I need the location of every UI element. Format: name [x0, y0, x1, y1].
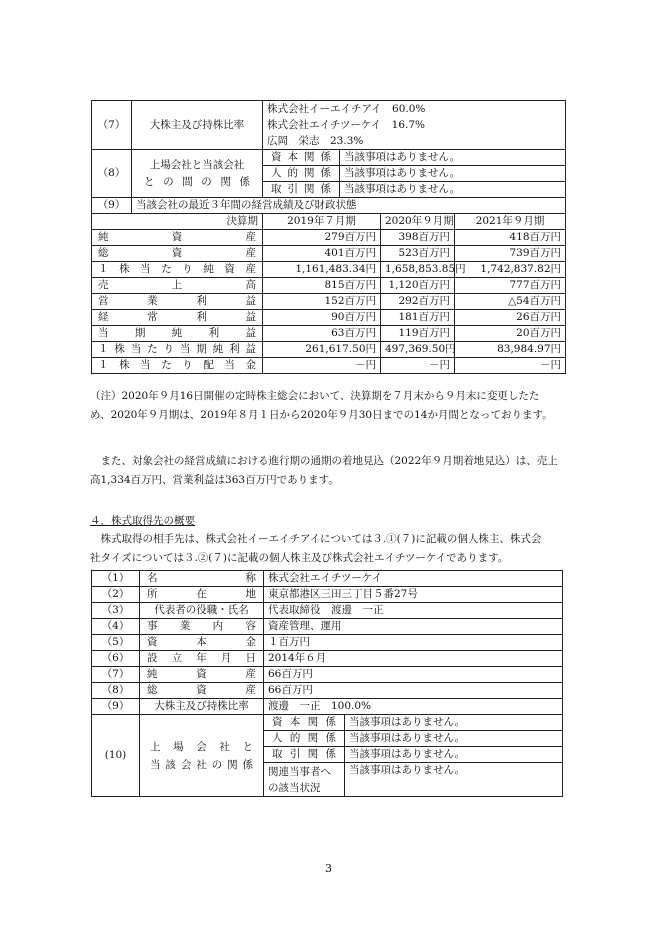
major-shareholders-cell	[263, 101, 566, 150]
table-row	[92, 651, 563, 667]
row-number: （7）	[92, 101, 132, 150]
counterparty-profile-table	[91, 570, 563, 797]
row-label: 事業内容	[140, 619, 264, 635]
relation-value: 当該事項はありません。	[345, 747, 563, 763]
note-line: （注）2020年９月16日開催の定時株主総会において、決算期を７月末から９月末に変更したた	[90, 390, 540, 402]
row-number: （6）	[92, 651, 140, 667]
row-value: 66百万円	[264, 683, 563, 699]
relation-key: 資本関係	[263, 150, 340, 166]
relation-key: 人的関係	[263, 166, 340, 182]
table-row	[92, 246, 566, 262]
relation-value: 当該事項はありません。	[345, 731, 563, 747]
relation-key: 資本関係	[264, 715, 345, 731]
relation-key: 取引関係	[263, 182, 340, 198]
row-number: （1）	[92, 571, 140, 587]
row-value: 代表取締役 渡邊 一正	[264, 603, 563, 619]
header-cell: 2021年９月期	[455, 214, 566, 230]
row-number: （7）	[92, 667, 140, 683]
label-line: 上場会社と	[150, 740, 253, 753]
metric-label: １株当たり当期純利益	[92, 342, 263, 358]
row-value: 株式会社エイチツーケイ	[264, 571, 563, 587]
value-cell: 398百万円	[381, 230, 455, 246]
value-cell: 63百万円	[263, 326, 381, 342]
section-label: 当該会社の最近３年間の経営成績及び財政状態	[132, 198, 566, 214]
header-cell: 決算期	[92, 214, 263, 230]
note-line: め、2020年９月期は、2019年８月１日から2020年９月30日までの14か月間となっております。	[90, 409, 553, 421]
note-paragraph	[90, 387, 580, 425]
value-cell: 418百万円	[455, 230, 566, 246]
value-cell: 401百万円	[263, 246, 381, 262]
note-line: また、対象会社の経営成績における進行期の通期の着地見込（2022年９月期着地見込）は、売上	[90, 455, 558, 467]
row-value: 資産管理、運用	[264, 619, 563, 635]
metric-label: 総資産	[92, 246, 263, 262]
section-heading	[90, 512, 580, 531]
row-label: 大株主及び持株比率	[140, 699, 264, 715]
relation-value: 当該事項はありません。	[345, 715, 563, 731]
row-label: 設立年月日	[140, 651, 264, 667]
table-row	[92, 326, 566, 342]
table-row	[92, 571, 563, 587]
page-number: 3	[325, 862, 332, 875]
value-cell: 261,617.50円	[263, 342, 381, 358]
table-row	[92, 683, 563, 699]
table-row	[92, 294, 566, 310]
table-row	[92, 667, 563, 683]
table-row	[92, 342, 566, 358]
metric-label: １株当たり純資産	[92, 262, 263, 278]
value-cell: 152百万円	[263, 294, 381, 310]
metric-label: 売上高	[92, 278, 263, 294]
relation-key: 取引関係	[264, 747, 345, 763]
row-number: （8）	[92, 150, 132, 198]
row-label	[132, 150, 263, 198]
metric-label: 営業利益	[92, 294, 263, 310]
value-cell: 20百万円	[455, 326, 566, 342]
value-cell: 1,161,483.34円	[263, 262, 381, 278]
row-number: （3）	[92, 603, 140, 619]
table-row	[92, 150, 566, 166]
table-row	[92, 278, 566, 294]
value-cell: －円	[263, 358, 381, 374]
value-cell: 739百万円	[455, 246, 566, 262]
shareholder-line: 株式会社エイチツーケイ 16.7%	[267, 119, 425, 131]
value-cell: 181百万円	[381, 310, 455, 326]
table-row	[92, 715, 563, 731]
table-row	[92, 198, 566, 214]
table-row	[92, 358, 566, 374]
value-cell: 83,984.97円	[455, 342, 566, 358]
table-row	[92, 619, 563, 635]
value-cell: －円	[455, 358, 566, 374]
relation-key: 関連当事者への該当状況	[264, 763, 345, 797]
shareholder-line: 広岡 栄志 23.3%	[267, 135, 364, 147]
note-line: 高1,334百万円、営業利益は363百万円であります。	[90, 474, 339, 486]
table-header-row	[92, 214, 566, 230]
row-number: （9）	[92, 198, 132, 214]
relation-value: 当該事項はありません。	[340, 182, 566, 198]
row-label	[140, 715, 264, 797]
value-cell: 777百万円	[455, 278, 566, 294]
relation-key: 人的関係	[264, 731, 345, 747]
table-row	[92, 262, 566, 278]
value-cell: △54百万円	[455, 294, 566, 310]
row-number: (10)	[92, 715, 140, 797]
value-cell: 26百万円	[455, 310, 566, 326]
value-cell: 90百万円	[263, 310, 381, 326]
metric-label: １株当たり配当金	[92, 358, 263, 374]
label-line: 当該会社の関係	[150, 758, 253, 771]
row-number: （2）	[92, 587, 140, 603]
company-financials-table	[91, 100, 566, 374]
intro-line: 株式取得の相手先は、株式会社イーエイチアイについては３.①(７)に記載の個人株主、株式会	[90, 533, 542, 545]
row-value: 66百万円	[264, 667, 563, 683]
table-row	[92, 101, 566, 150]
section-title: ４．株式取得先の概要	[90, 515, 195, 527]
table-row	[92, 603, 563, 619]
metric-label: 当期純利益	[92, 326, 263, 342]
table-row	[92, 587, 563, 603]
row-value: 2014年６月	[264, 651, 563, 667]
row-number: （5）	[92, 635, 140, 651]
value-cell: 279百万円	[263, 230, 381, 246]
table-row	[92, 310, 566, 326]
row-number: （8）	[92, 683, 140, 699]
intro-line: 社タイズについては３.②(７)に記載の個人株主及び株式会社エイチツーケイであります。	[90, 552, 509, 564]
value-cell: 523百万円	[381, 246, 455, 262]
row-label: 大株主及び持株比率	[132, 101, 263, 150]
section-intro	[90, 530, 580, 568]
value-cell: 292百万円	[381, 294, 455, 310]
shareholder-line: 株式会社イーエイチアイ 60.0%	[267, 103, 426, 115]
row-value: 東京都港区三田三丁目５番27号	[264, 587, 563, 603]
table-row	[92, 230, 566, 246]
metric-label: 経常利益	[92, 310, 263, 326]
relation-value: 当該事項はありません。	[340, 150, 566, 166]
value-cell: 815百万円	[263, 278, 381, 294]
value-cell: 119百万円	[381, 326, 455, 342]
value-cell: 1,658,853.85円	[381, 262, 455, 278]
header-cell: 2019年７月期	[263, 214, 381, 230]
row-label: 所在地	[140, 587, 264, 603]
row-number: （9）	[92, 699, 140, 715]
metric-label: 純資産	[92, 230, 263, 246]
table-row	[92, 635, 563, 651]
row-label: 代表者の役職・氏名	[140, 603, 264, 619]
forecast-paragraph	[90, 452, 580, 490]
value-cell: 497,369.50円	[381, 342, 455, 358]
row-number: （4）	[92, 619, 140, 635]
value-cell: 1,742,837.82円	[455, 262, 566, 278]
label-line: 上場会社と当該会社	[149, 158, 245, 171]
row-label: 資本金	[140, 635, 264, 651]
header-cell: 2020年９月期	[381, 214, 455, 230]
label-line: との間の関係	[144, 175, 250, 188]
value-cell: 1,120百万円	[381, 278, 455, 294]
row-label: 純資産	[140, 667, 264, 683]
relation-value: 当該事項はありません。	[345, 763, 563, 797]
relation-value: 当該事項はありません。	[340, 166, 566, 182]
row-label: 総資産	[140, 683, 264, 699]
row-value: １百万円	[264, 635, 563, 651]
table-row	[92, 699, 563, 715]
row-value: 渡邊 一正 100.0%	[264, 699, 563, 715]
value-cell: －円	[381, 358, 455, 374]
row-label: 名称	[140, 571, 264, 587]
